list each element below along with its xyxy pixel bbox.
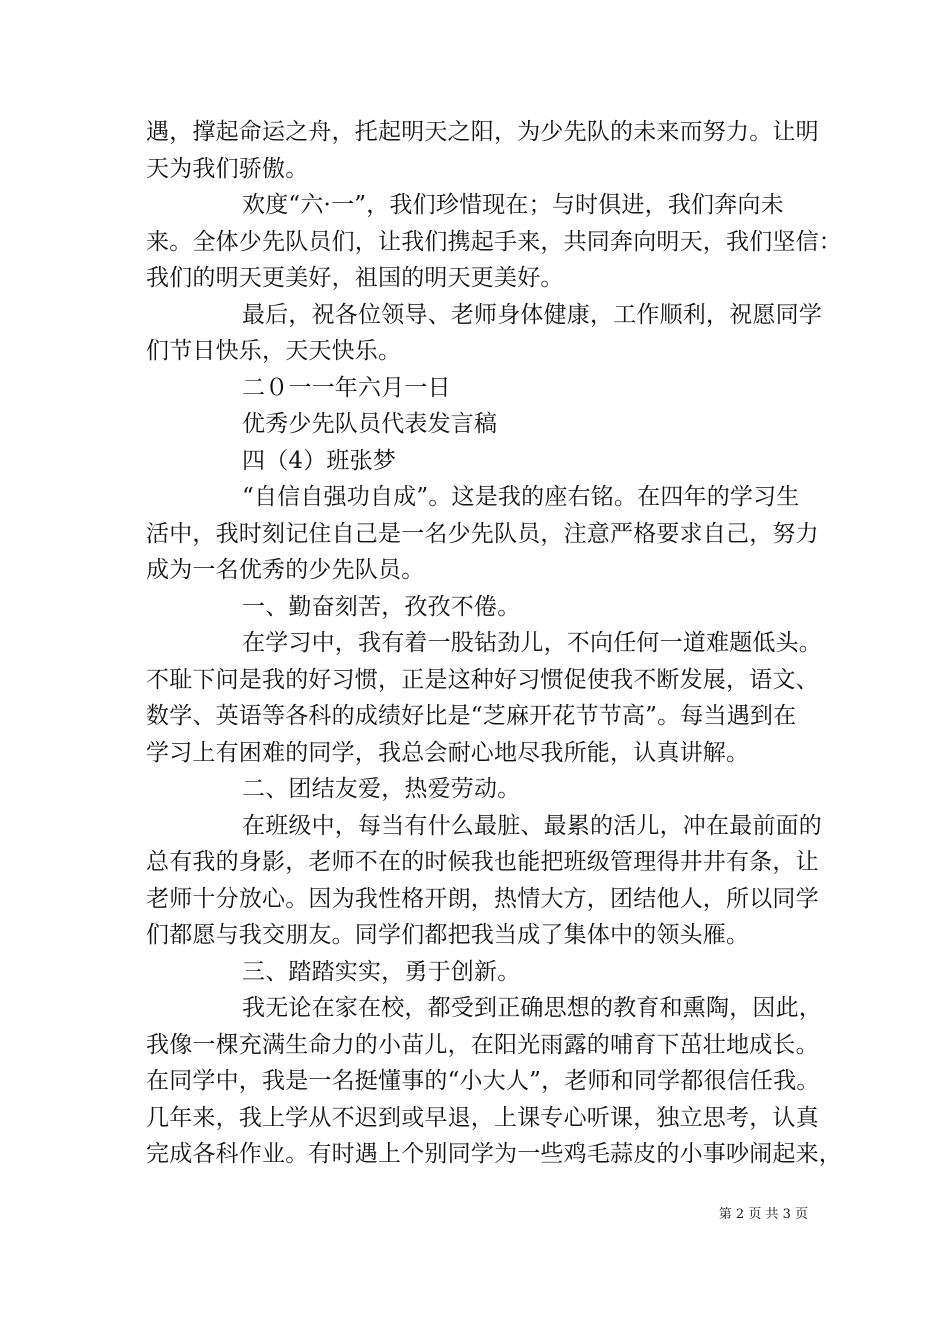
text-line: 活中，我时刻记住自己是一名少先队员，注意严格要求自己，努力 (146, 520, 819, 547)
text-line: 在同学中，我是一名挺懂事的“小大人”，老师和同学都很信任我。 (146, 1068, 820, 1094)
text-line: 遇，撑起命运之舟，托起明天之阳，为少先队的未来而努力。让明 (146, 119, 819, 145)
text-line: 学习上有困难的同学，我总会耐心地尽我所能，认真讲解。 (146, 739, 750, 766)
text-line: 成为一名优秀的少先队员。 (146, 557, 425, 583)
text-line: 们节日快乐，天天快乐。 (146, 338, 402, 364)
section-heading: 一、勤奋刻苦，孜孜不倦。 (242, 593, 521, 620)
date-line: 二０一一年六月一日 (242, 374, 451, 401)
text-line: 欢度“六·一”，我们珍惜现在；与时俱进，我们奔向未 (242, 192, 784, 218)
text-line: 天为我们骄傲。 (146, 155, 309, 182)
speech-title: 优秀少先队员代表发言稿 (242, 411, 498, 437)
text-line: 们都愿与我交朋友。同学们都把我当成了集体中的领头雁。 (146, 922, 750, 948)
author-line: 四（4）班张梦 (242, 447, 397, 474)
text-line: 老师十分放心。因为我性格开朗，热情大方，团结他人，所以同学 (146, 885, 819, 912)
text-line: 最后，祝各位领导、老师身体健康，工作顺利，祝愿同学 (242, 301, 822, 328)
text-line: 在学习中，我有着一股钻劲儿，不向任何一道难题低头。 (242, 630, 822, 656)
text-line: 我们的明天更美好，祖国的明天更美好。 (146, 265, 564, 291)
text-line: 完成各科作业。有时遇上个别同学为一些鸡毛蒜皮的小事吵闹起来， (146, 1141, 842, 1167)
page-footer: 第 2 页 共 3 页 (718, 1207, 808, 1222)
text-line: 在班级中，每当有什么最脏、最累的活儿，冲在最前面的 (242, 812, 822, 839)
text-line: 总有我的身影，老师不在的时候我也能把班级管理得井井有条，让 (146, 849, 819, 875)
text-line: 不耻下问是我的好习惯，正是这种好习惯促使我不断发展，语文、 (146, 666, 819, 693)
section-heading: 二、团结友爱，热爱劳动。 (242, 776, 521, 802)
text-line: 数学、英语等各科的成绩好比是“芝麻开花节节高”。每当遇到在 (146, 703, 797, 729)
section-heading: 三、踏踏实实，勇于创新。 (242, 958, 521, 985)
text-line: 我无论在家在校，都受到正确思想的教育和熏陶，因此， (242, 995, 822, 1021)
page-body (146, 114, 842, 1173)
text-line: “自信自强功自成”。这是我的座右铭。在四年的学习生 (242, 484, 800, 510)
text-line: 几年来，我上学从不迟到或早退，上课专心听课，独立思考，认真 (146, 1104, 819, 1131)
text-line: 我像一棵充满生命力的小苗儿，在阳光雨露的哺育下茁壮地成长。 (146, 1031, 819, 1058)
text-line: 来。全体少先队员们，让我们携起手来，共同奔向明天，我们坚信： (146, 228, 842, 255)
